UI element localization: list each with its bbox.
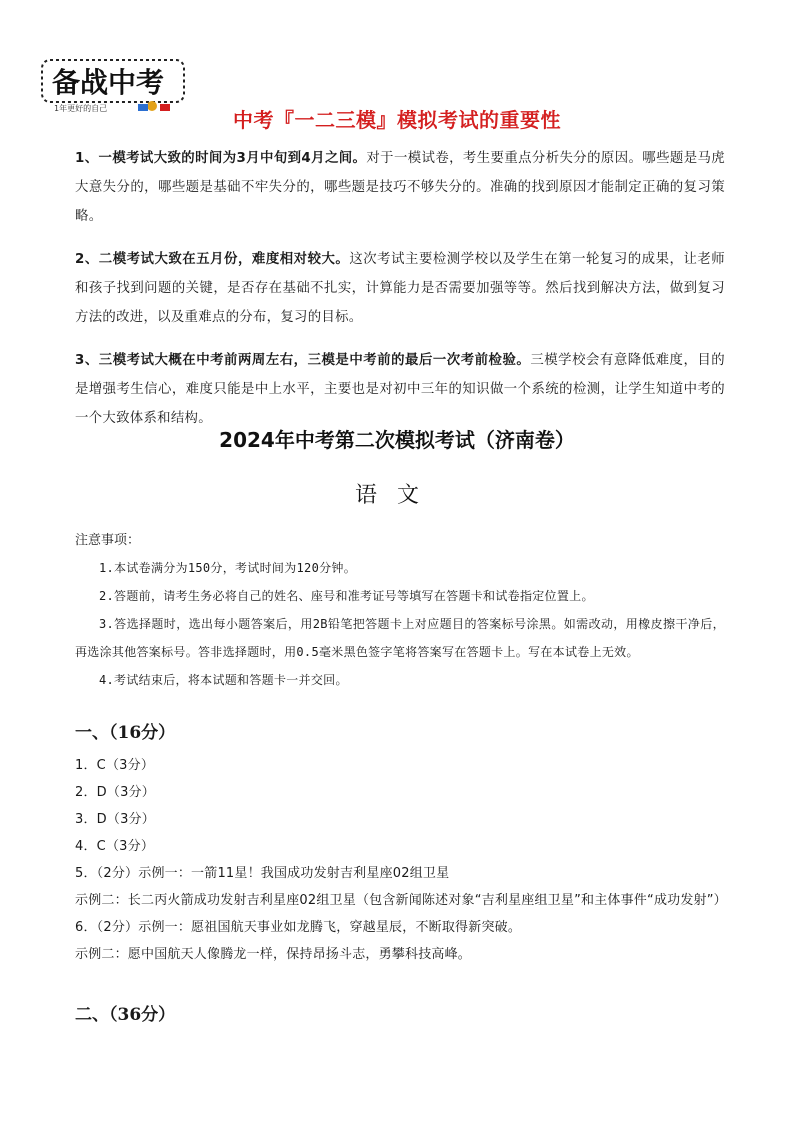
logo-slogan: 1年更好的自己 <box>54 104 108 113</box>
answer-line: 3．D（3分） <box>75 812 155 827</box>
notice-item: 1.本试卷满分为150分，考试时间为120分钟。 <box>99 561 356 575</box>
subject-title: 语文 <box>354 483 439 508</box>
intro-bold: 3、三模考试大概在中考前两周左右，三模是中考前的最后一次考前检验。 <box>75 353 531 368</box>
answer-line: 1．C（3分） <box>75 758 155 773</box>
intro-paragraph <box>75 346 725 433</box>
answer-line: 5．（2分）示例一：一箭11星！我国成功发射吉利星座02组卫星 <box>75 866 450 881</box>
logo-wordmark: 备战中考 <box>52 66 165 99</box>
notice-item: 2.答题前，请考生务必将自己的姓名、座号和准考证号等填写在答题卡和试卷指定位置上。 <box>99 589 594 603</box>
notice-section <box>75 528 725 694</box>
answer-list <box>75 752 725 968</box>
intro-text: 对于一模试卷，考生要重点分析失分的原因。哪些题是马虎大意失分的，哪些题是基础不牢失分的，哪些题是技巧不够失分的。准确的找到原因才能制定正确的复习策略。 <box>75 151 725 224</box>
answer-line: 6．（2分）示例一：愿祖国航天事业如龙腾飞，穿越星辰，不断取得新突破。 <box>75 920 522 935</box>
answer-line: 2．D（3分） <box>75 785 155 800</box>
answer-line: 示例二：愿中国航天人像腾龙一样，保持昂扬斗志，勇攀科技高峰。 <box>75 947 472 962</box>
answer-line: 示例二：长二丙火箭成功发射吉利星座02组卫星（包含新闻陈述对象“吉利星座组卫星”和主体事件“成功发射”） <box>75 893 727 908</box>
intro-text: 三模学校会有意降低难度，目的是增强考生信心，难度只能是中上水平，主要也是对初中三年的知识做一个系统的检测，让学生知道中考的一个大致体系和结构。 <box>75 353 725 426</box>
section-heading-2: 二、（36分） <box>75 1005 176 1025</box>
intro-bold: 2、二模考试大致在五月份，难度相对较大。 <box>75 252 350 267</box>
intro-section <box>75 144 725 447</box>
notice-item: 3.答选择题时，选出每小题答案后，用2B铅笔把答题卡上对应题目的答案标号涂黑。如需改动，用橡皮擦干净后，再选涂其他答案标号。答非选择题时，用0.5毫米黑色签字笔将答案写在答题卡上。写在本试卷上无效。 <box>75 617 725 659</box>
notice-heading: 注意事项： <box>75 533 141 548</box>
headline: 中考『一二三模』模拟考试的重要性 <box>233 108 561 132</box>
intro-paragraph <box>75 144 725 231</box>
intro-bold: 1、一模考试大致的时间为3月中旬到4月之间。 <box>75 151 367 166</box>
exam-title: 2024年中考第二次模拟考试（济南卷） <box>219 428 575 452</box>
intro-text: 这次考试主要检测学校以及学生在第一轮复习的成果，让老师和孩子找到问题的关键，是否存在基础不扎实，计算能力是否需要加强等等。然后找到解决方法，做到复习方法的改进，以及重难点的分布，复习的目标。 <box>75 252 725 325</box>
answer-line: 4．C（3分） <box>75 839 155 854</box>
intro-paragraph <box>75 245 725 332</box>
section-heading-1: 一、（16分） <box>75 723 176 743</box>
notice-item: 4.考试结束后，将本试题和答题卡一并交回。 <box>99 673 348 687</box>
